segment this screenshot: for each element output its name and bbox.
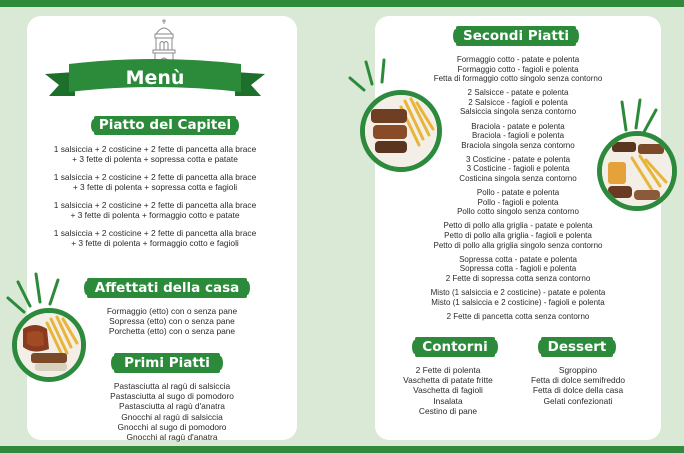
secondi-group: Sopressa cotta - patate e polenta Sopressa cotta - fagioli e polenta 2 Fette di sopressa cotta senza contorno (445, 254, 591, 283)
affettati-title: Affettati della casa (87, 278, 247, 298)
list-item: Gnocchi al sugo di pomodoro (117, 421, 227, 432)
secondi-group: Braciola - patate e polenta Braciola - fagioli e polenta Braciola singola senza contorno (461, 121, 575, 150)
capitel-item: 1 salsiccia + 2 costicine + 2 fette di pancetta alla brace + 3 fette di polenta + sopressa cotta e patate (53, 144, 257, 164)
capitel-list (27, 144, 283, 253)
menu-title: Menù (125, 67, 185, 89)
secondi-list (405, 55, 631, 326)
plate-image-right-bottom (597, 131, 677, 211)
list-item: Vaschetta di patate fritte (403, 375, 493, 386)
list-item: Sopressa (etto) con o senza pane (109, 316, 235, 327)
dessert-title: Dessert (541, 337, 613, 357)
secondi-group: Petto di pollo alla griglia - patate e polenta Petto di pollo alla griglia - fagioli e polenta Petto di pollo alla griglia singolo senza contorno (433, 221, 603, 250)
list-item: Pastasciutta al ragù d'anatra (119, 401, 225, 412)
primi-title: Primi Piatti (114, 353, 220, 373)
secondi-group: 2 Salsicce - patate e polenta 2 Salsicce - fagioli e polenta Salsiccia singola senza contorno (459, 88, 577, 117)
list-item: Gnocchi al ragù di salsiccia (121, 411, 223, 422)
list-item: 2 Fette di polenta (415, 365, 481, 375)
dessert-list (515, 365, 641, 406)
list-item: Vaschetta di fagioli (413, 385, 483, 396)
capitel-title: Piatto del Capitel (94, 116, 236, 135)
plate-image-left (12, 308, 86, 382)
secondi-group: 2 Fette di pancetta cotta senza contorno (446, 311, 590, 321)
grilled-meat-fries-icon (365, 95, 437, 167)
list-item: Insalata (433, 395, 463, 406)
secondi-group: 3 Costicine - patate e polenta 3 Costicine - fagioli e polenta Costicina singola senza contorno (459, 154, 577, 184)
capitel-item: 1 salsiccia + 2 costicine + 2 fette di pancetta alla brace + 3 fette di polenta + sopressa cotta e fagioli (53, 172, 257, 192)
bottom-stripe (0, 446, 684, 453)
secondi-group: Misto (1 salsiccia e 2 costicine) - patate e polenta Misto (1 salsiccia e 2 costicine) - fagioli e polenta (430, 287, 606, 307)
right-menu-page (375, 16, 661, 440)
list-item: Sgroppino (558, 365, 598, 375)
secondi-title: Secondi Piatti (456, 26, 576, 46)
list-item: Pastasciutta al ragù di salsiccia (113, 381, 231, 391)
primi-list (77, 381, 267, 442)
list-item: Porchetta (etto) con o senza pane (108, 326, 236, 337)
capitel-item: 1 salsiccia + 2 costicine + 2 fette di pancetta alla brace + 3 fette di polenta + formaggio cotto e fagioli (53, 228, 257, 248)
top-stripe (0, 0, 684, 7)
list-item: Gelati confezionati (543, 395, 613, 406)
mixed-grill-fries-icon (602, 136, 672, 206)
list-item: Fetta di dolce semifreddo (530, 375, 626, 386)
list-item: Gnocchi al ragù d'anatra (126, 432, 218, 443)
contorni-title: Contorni (415, 337, 495, 357)
secondi-group: Formaggio cotto - patate e polenta Formaggio cotto - fagioli e polenta Fetta di formaggio cotto singolo senza contorno (433, 55, 603, 84)
capitel-item: 1 salsiccia + 2 costicine + 2 fette di pancetta alla brace + 3 fette di polenta + formaggio cotto e patate (53, 200, 257, 220)
plate-image-right-top (360, 90, 442, 172)
grilled-meat-fries-icon (17, 313, 81, 377)
contorni-list (385, 365, 511, 416)
list-item: Cestino di pane (418, 405, 478, 416)
list-item: Pastasciutta al sugo di pomodoro (110, 391, 234, 402)
list-item: Fetta di dolce della casa (532, 385, 624, 396)
secondi-group: Pollo - patate e polenta Pollo - fagioli e polenta Pollo cotto singolo senza contorno (457, 188, 579, 217)
affettati-list (77, 306, 267, 337)
list-item: Formaggio (etto) con o senza pane (106, 306, 238, 316)
